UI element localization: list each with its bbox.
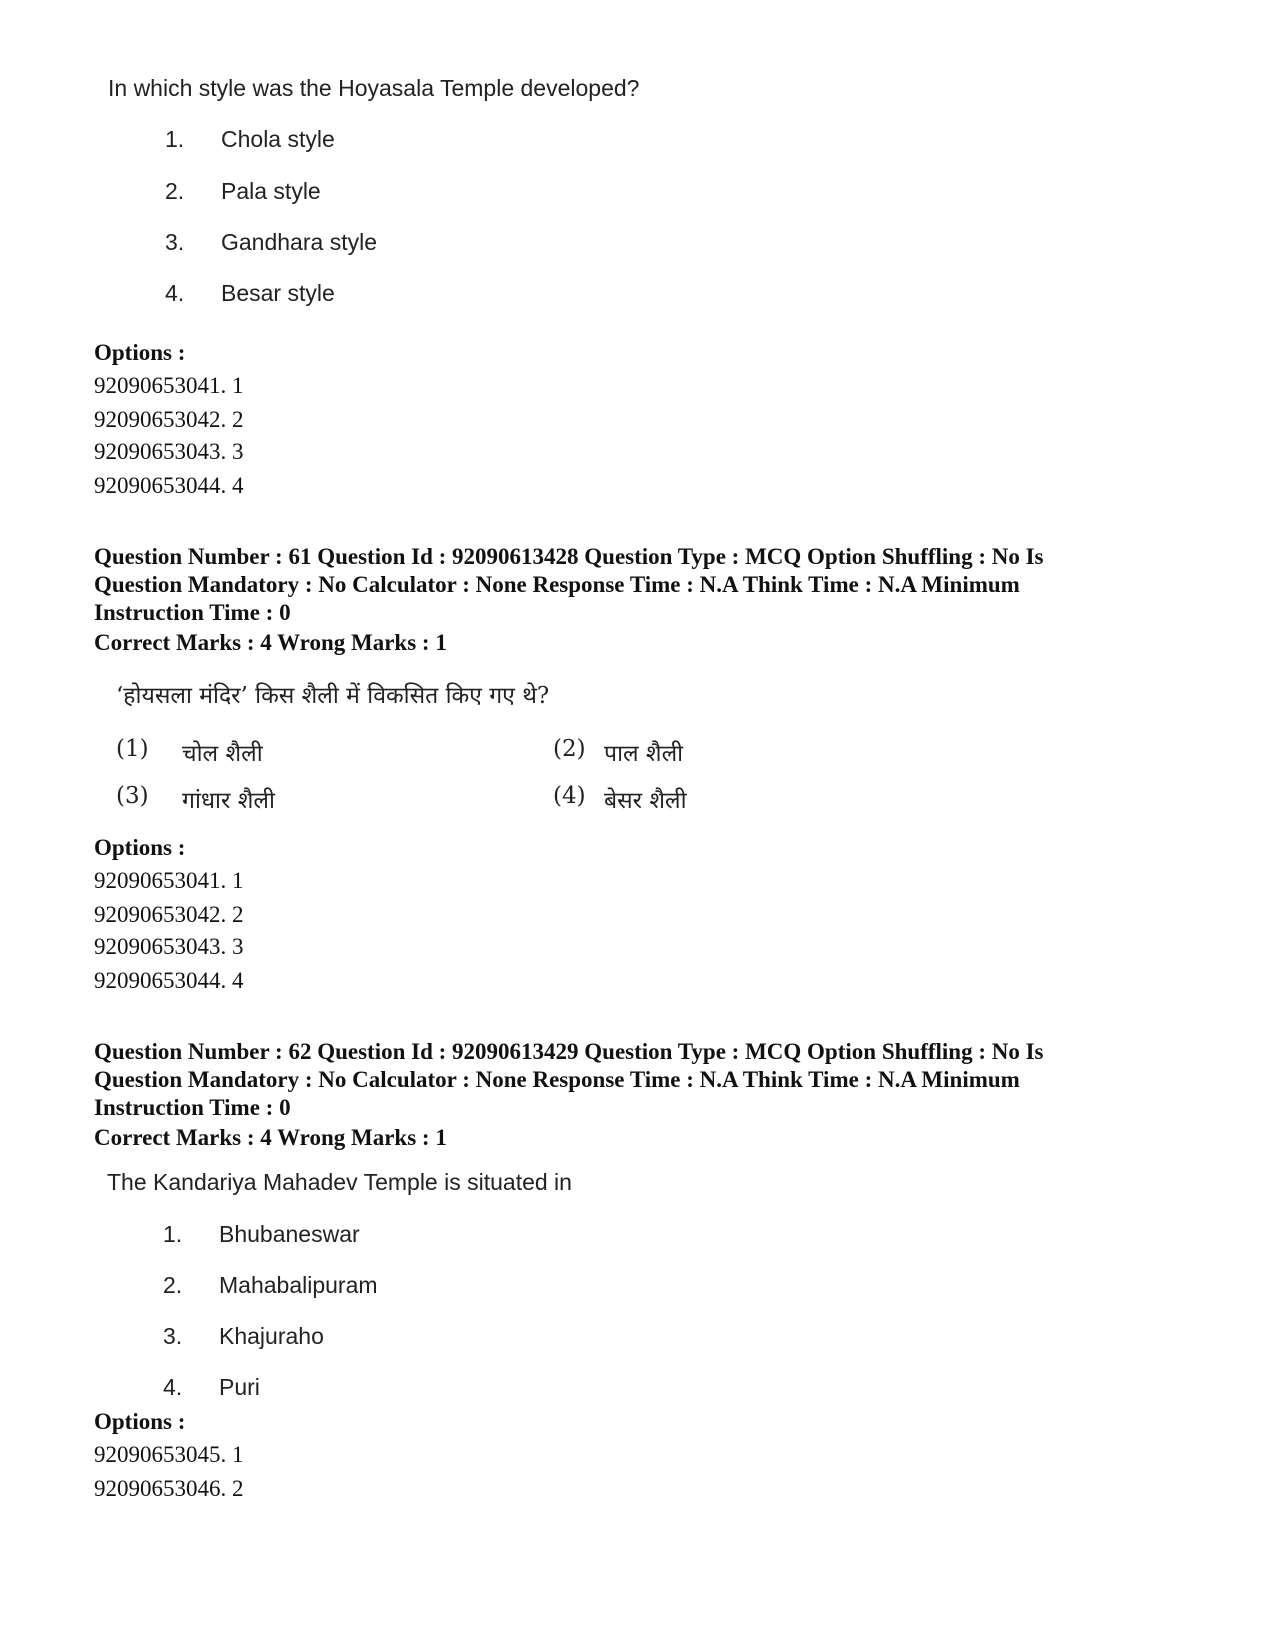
hindi-choice-number: (4) (553, 783, 586, 809)
question-text: In which style was the Hoyasala Temple developed? (108, 75, 640, 101)
choice-text: Chola style (221, 126, 335, 152)
choice-text: Gandhara style (221, 229, 377, 255)
options-block (94, 1406, 244, 1506)
options-label: Options : (94, 340, 186, 365)
choice-number: 2. (165, 178, 185, 204)
hindi-question-text: ‘होयसला मंदिर’ किस शैली में विकसित किए गए थे? (116, 683, 550, 709)
option-item: 92090653043. 3 (94, 439, 244, 464)
option-item: 92090653046. 2 (94, 1476, 244, 1501)
question-header (94, 1038, 1044, 1122)
choice-number: 3. (163, 1323, 183, 1349)
options-label: Options : (94, 1409, 186, 1434)
choice-text: Besar style (221, 280, 335, 306)
hindi-choice-text: चोल शैली (182, 741, 263, 767)
hindi-choice-text: पाल शैली (604, 741, 684, 767)
question-text: The Kandariya Mahadev Temple is situated in (107, 1169, 572, 1195)
hindi-choice-number: (2) (553, 736, 586, 762)
options-label: Options : (94, 835, 186, 860)
hindi-choice-number: (1) (116, 736, 149, 762)
option-item: 92090653041. 1 (94, 868, 244, 893)
question-header-line: Question Number : 61 Question Id : 92090613428 Question Type : MCQ Option Shuffling : No Is (94, 544, 1044, 569)
question-header-line: Question Mandatory : No Calculator : None Response Time : N.A Think Time : N.A Minimum (94, 1067, 1020, 1092)
choice-number: 1. (163, 1221, 183, 1247)
options-block (94, 337, 244, 503)
choice-number: 1. (165, 126, 185, 152)
hindi-choice-text: बेसर शैली (604, 788, 687, 814)
option-item: 92090653042. 2 (94, 407, 244, 432)
question-header-line: Question Mandatory : No Calculator : None Response Time : N.A Think Time : N.A Minimum (94, 572, 1020, 597)
option-item: 92090653045. 1 (94, 1442, 244, 1467)
marks-line: Correct Marks : 4 Wrong Marks : 1 (94, 1125, 447, 1150)
choice-text: Puri (219, 1374, 260, 1400)
question-header-line: Instruction Time : 0 (94, 1095, 291, 1120)
choice-text: Mahabalipuram (219, 1272, 378, 1298)
choice-number: 2. (163, 1272, 183, 1298)
choice-number: 4. (165, 280, 185, 306)
options-block (94, 832, 244, 998)
hindi-choice-number: (3) (116, 783, 149, 809)
hindi-choice-text: गांधार शैली (182, 788, 275, 814)
question-header-line: Instruction Time : 0 (94, 600, 291, 625)
option-item: 92090653041. 1 (94, 373, 244, 398)
choice-number: 4. (163, 1374, 183, 1400)
option-item: 92090653043. 3 (94, 934, 244, 959)
question-header-line: Question Number : 62 Question Id : 92090613429 Question Type : MCQ Option Shuffling : No Is (94, 1039, 1044, 1064)
option-item: 92090653044. 4 (94, 968, 244, 993)
option-item: 92090653042. 2 (94, 902, 244, 927)
question-header (94, 543, 1044, 627)
marks-line: Correct Marks : 4 Wrong Marks : 1 (94, 630, 447, 655)
option-item: 92090653044. 4 (94, 473, 244, 498)
choice-text: Bhubaneswar (219, 1221, 360, 1247)
choice-text: Pala style (221, 178, 321, 204)
choice-number: 3. (165, 229, 185, 255)
choice-text: Khajuraho (219, 1323, 324, 1349)
